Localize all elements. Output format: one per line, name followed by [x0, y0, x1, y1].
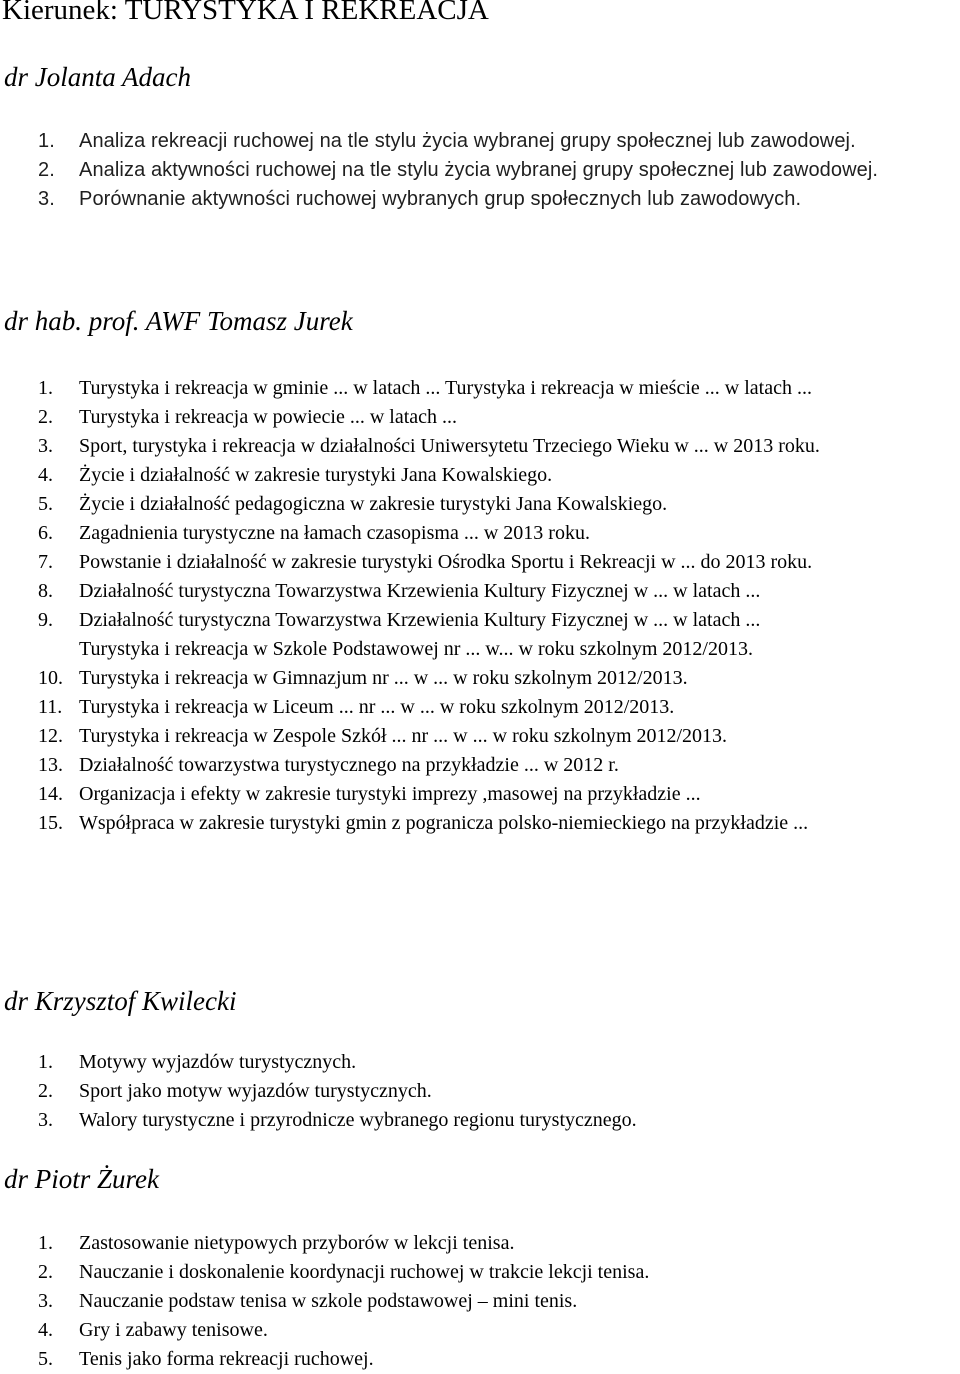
topic-number: 10.	[38, 667, 63, 689]
topic-text: Organizacja i efekty w zakresie turystyki imprezy ,masowej na przykładzie ...	[79, 783, 701, 805]
topic-number: 3.	[38, 188, 55, 210]
topic-text: Działalność turystyczna Towarzystwa Krzewienia Kultury Fizycznej w ... w latach ...	[79, 609, 761, 631]
topic-number: 1.	[38, 1232, 53, 1254]
topic-item	[0, 1106, 960, 1135]
topic-item	[0, 664, 960, 693]
topic-item	[0, 606, 960, 664]
topic-text: Analiza aktywności ruchowej na tle stylu życia wybranej grupy społecznej lub zawodowej.	[79, 159, 879, 181]
topic-number: 1.	[38, 377, 53, 399]
page-title	[2, 0, 489, 27]
topic-number: 1.	[38, 130, 55, 152]
topic-text: Nauczanie podstaw tenisa w szkole podstawowej – mini tenis.	[79, 1290, 578, 1312]
topic-text: Nauczanie i doskonalenie koordynacji ruchowej w trakcie lekcji tenisa.	[79, 1261, 650, 1283]
topic-text: Działalność towarzystwa turystycznego na przykładzie ... w 2012 r.	[79, 754, 619, 776]
topic-item	[0, 127, 960, 156]
topic-number: 13.	[38, 754, 63, 776]
topic-item	[0, 722, 960, 751]
topic-number: 5.	[38, 1348, 53, 1370]
topic-text: Turystyka i rekreacja w gminie ... w latach ... Turystyka i rekreacja w mieście ... w latach ...	[79, 377, 812, 399]
topic-number: 4.	[38, 464, 53, 486]
topic-item	[0, 1229, 960, 1258]
topic-item	[0, 1345, 960, 1374]
topic-number: 3.	[38, 435, 53, 457]
topic-number: 3.	[38, 1109, 53, 1131]
topic-number: 6.	[38, 522, 53, 544]
topic-item	[0, 490, 960, 519]
topic-text: Współpraca w zakresie turystyki gmin z pogranicza polsko-niemieckiego na przykładzie ...	[79, 812, 809, 834]
topic-text: Działalność turystyczna Towarzystwa Krzewienia Kultury Fizycznej w ... w latach ...	[79, 580, 761, 602]
topic-text: Zagadnienia turystyczne na łamach czasopisma ... w 2013 roku.	[79, 522, 590, 544]
topic-text: Turystyka i rekreacja w Gimnazjum nr ... w ... w roku szkolnym 2012/2013.	[79, 667, 688, 689]
topic-number: 7.	[38, 551, 53, 573]
topic-text: Życie i działalność pedagogiczna w zakresie turystyki Jana Kowalskiego.	[79, 493, 668, 515]
topic-item	[0, 1258, 960, 1287]
major-name: TURYSTYKA I REKREACJA	[124, 0, 489, 26]
topic-list	[0, 374, 960, 838]
topic-text: Gry i zabawy tenisowe.	[79, 1319, 268, 1341]
topic-item	[0, 809, 960, 838]
topic-number: 5.	[38, 493, 53, 515]
topic-item	[0, 156, 960, 185]
topic-number: 8.	[38, 580, 53, 602]
topic-text: Zastosowanie nietypowych przyborów w lekcji tenisa.	[79, 1232, 515, 1254]
topic-item	[0, 548, 960, 577]
topic-number: 1.	[38, 1051, 53, 1073]
topic-number: 9.	[38, 609, 53, 631]
topic-item	[0, 577, 960, 606]
topic-text: Sport jako motyw wyjazdów turystycznych.	[79, 1080, 432, 1102]
topic-item	[0, 403, 960, 432]
topic-continuation-text: Turystyka i rekreacja w Szkole Podstawowej nr ... w... w roku szkolnym 2012/2013.	[79, 638, 753, 660]
topic-item	[0, 1316, 960, 1345]
topic-item	[0, 185, 960, 214]
topic-text: Tenis jako forma rekreacji ruchowej.	[79, 1348, 374, 1370]
topic-item	[0, 461, 960, 490]
topic-number: 2.	[38, 406, 53, 428]
topic-number: 14.	[38, 783, 63, 805]
topic-item	[0, 780, 960, 809]
topic-number: 15.	[38, 812, 63, 834]
topic-number: 12.	[38, 725, 63, 747]
topic-item	[0, 1077, 960, 1106]
topic-text: Turystyka i rekreacja w powiecie ... w latach ...	[79, 406, 458, 428]
topic-list	[0, 127, 960, 214]
topic-item	[0, 374, 960, 403]
topic-number: 3.	[38, 1290, 53, 1312]
topic-list	[0, 1048, 960, 1135]
supervisor-heading: dr Krzysztof Kwilecki	[4, 986, 237, 1016]
topic-text: Motywy wyjazdów turystycznych.	[79, 1051, 357, 1073]
topic-text: Powstanie i działalność w zakresie turystyki Ośrodka Sportu i Rekreacji w ... do 2013 roku.	[79, 551, 813, 573]
topic-item	[0, 519, 960, 548]
supervisor-heading: dr Piotr Żurek	[4, 1164, 159, 1194]
topic-number: 2.	[38, 159, 55, 181]
topic-text: Turystyka i rekreacja w Liceum ... nr ... w ... w roku szkolnym 2012/2013.	[79, 696, 675, 718]
topic-text: Turystyka i rekreacja w Zespole Szkół ... nr ... w ... w roku szkolnym 2012/2013.	[79, 725, 728, 747]
topic-item	[0, 693, 960, 722]
topic-text: Życie i działalność w zakresie turystyki Jana Kowalskiego.	[79, 464, 553, 486]
topic-text: Analiza rekreacji ruchowej na tle stylu życia wybranej grupy społecznej lub zawodowej.	[79, 130, 856, 152]
topic-item	[0, 432, 960, 461]
topic-list	[0, 1229, 960, 1374]
topic-item	[0, 1287, 960, 1316]
supervisor-heading: dr Jolanta Adach	[4, 62, 191, 92]
topic-item	[0, 751, 960, 780]
topic-text: Porównanie aktywności ruchowej wybranych grup społecznych lub zawodowych.	[79, 188, 802, 210]
topic-text: Walory turystyczne i przyrodnicze wybranego regionu turystycznego.	[79, 1109, 637, 1131]
topic-item	[0, 1048, 960, 1077]
page-title-prefix: Kierunek:	[2, 0, 125, 26]
supervisor-heading: dr hab. prof. AWF Tomasz Jurek	[4, 306, 353, 336]
topic-number: 2.	[38, 1080, 53, 1102]
topic-number: 4.	[38, 1319, 53, 1341]
topic-text: Sport, turystyka i rekreacja w działalności Uniwersytetu Trzeciego Wieku w ... w 2013 roku.	[79, 435, 820, 457]
topic-number: 2.	[38, 1261, 53, 1283]
topic-number: 11.	[38, 696, 63, 718]
